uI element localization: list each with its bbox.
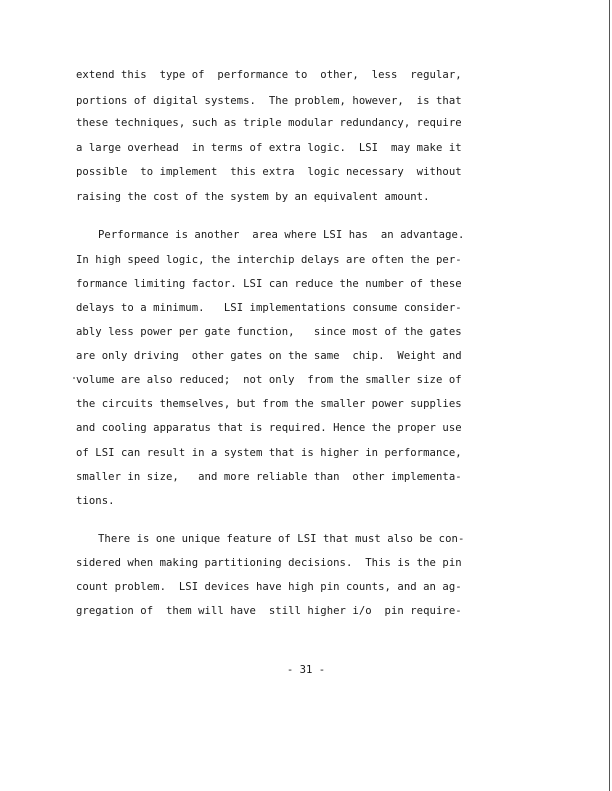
text-line: smaller in size, and more reliable than other implementa- [76,471,462,483]
text-line: and cooling apparatus that is required. Hence the proper use [76,422,462,434]
text-line: these techniques, such as triple modular redundancy, require [76,117,462,129]
text-line: delays to a minimum. LSI implementations consume consider- [76,302,462,314]
text-line: formance limiting factor. LSI can reduce the number of these [76,278,462,290]
text-line: sidered when making partitioning decisions. This is the pin [76,557,462,569]
text-line: the circuits themselves, but from the smaller power supplies [76,398,462,410]
text-line: portions of digital systems. The problem, however, is that [76,95,462,107]
page-number: - 31 - [286,664,326,676]
text-line: extend this type of performance to other, less regular, [76,69,462,81]
text-line: tions. [76,495,115,507]
text-line: ably less power per gate function, since most of the gates [76,326,462,338]
text-line: count problem. LSI devices have high pin counts, and an ag- [76,581,462,593]
text-line: Performance is another area where LSI has an advantage. [98,229,465,241]
text-line: a large overhead in terms of extra logic. LSI may make it [76,142,462,154]
text-line: possible to implement this extra logic necessary without [76,166,462,178]
text-line: In high speed logic, the interchip delays are often the per- [76,254,462,266]
text-line: of LSI can result in a system that is higher in performance, [76,447,462,459]
scan-speck [73,377,75,379]
text-line: gregation of them will have still higher i/o pin require- [76,605,462,617]
text-line: There is one unique feature of LSI that must also be con- [98,533,465,545]
text-line: are only driving other gates on the same chip. Weight and [76,350,462,362]
text-line: volume are also reduced; not only from the smaller size of [76,374,462,386]
text-line: raising the cost of the system by an equivalent amount. [76,191,430,203]
